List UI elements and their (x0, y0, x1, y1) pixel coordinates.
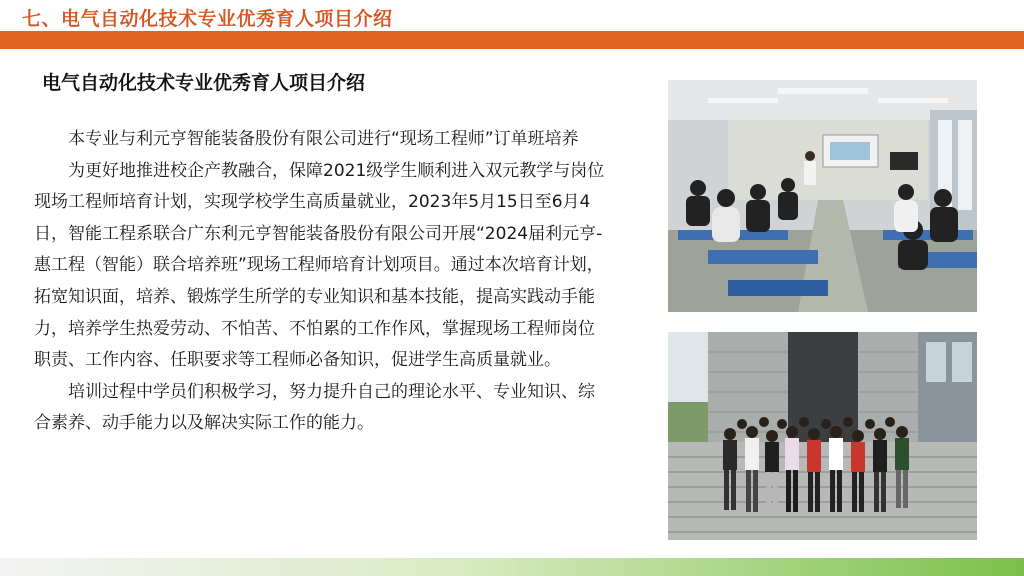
classroom-photo (668, 80, 977, 312)
paragraph-3: 培训过程中学员们积极学习，努力提升自己的理论水平、专业知识、综合素养、动手能力以及解决实际工作的能力。 (34, 381, 595, 434)
footer-gradient-bar (0, 558, 1024, 576)
section-heading: 电气自动化技术专业优秀育人项目介绍 (42, 72, 366, 94)
paragraph-1: 本专业与利元亨智能装备股份有限公司进行“现场工程师”订单班培养 (68, 129, 579, 149)
slide-title: 七、电气自动化技术专业优秀育人项目介绍 (22, 8, 393, 30)
body-text (34, 124, 606, 440)
group-photo (668, 332, 977, 540)
paragraph-2: 为更好地推进校企产教融合，保障2021级学生顺利进入双元教学与岗位现场工程师培育计划，实现学校学生高质量就业，2023年5月15日至6月4日，智能工程系联合广东利元亨智能装备股份有限公司开展“2024届利元亨-惠工程（智能）联合培养班”现场工程师培育计划项目。通过本次培育计划，拓宽知识面，培养、锻炼学生所学的专业知识和基本技能，提高实践动手能力，培养学生热爱劳动、不怕苦、不怕累的工作作风，掌握现场工程师岗位职责、工作内容、任职要求等工程师必备知识，促进学生高质量就业。 (34, 160, 605, 371)
title-accent-bar (0, 31, 1024, 49)
